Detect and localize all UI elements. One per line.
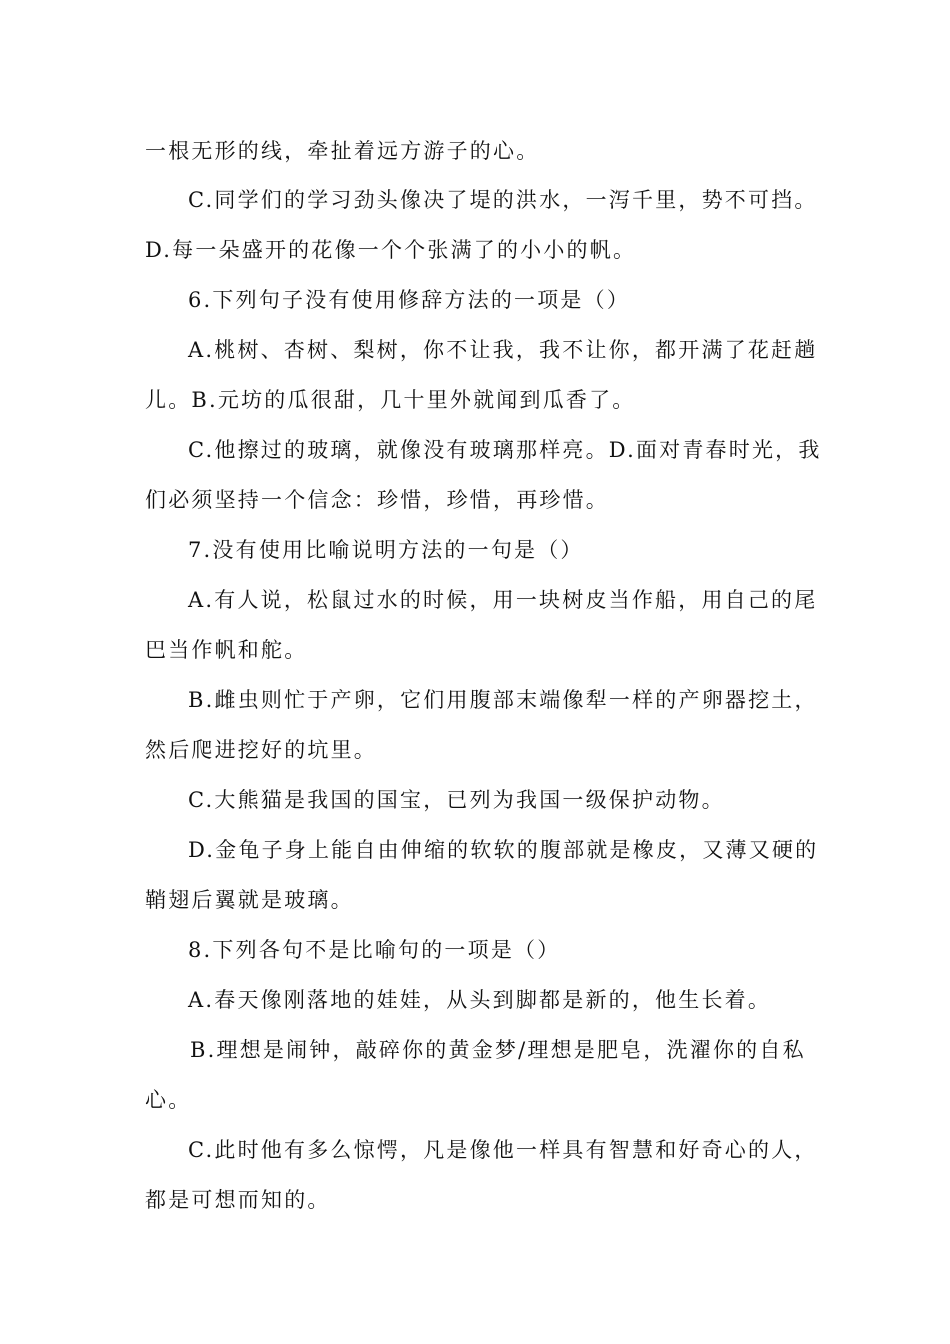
text-line: 一根无形的线，牵扯着远方游子的心。 (145, 139, 540, 163)
text-line: 心。 (145, 1088, 192, 1112)
text-line: 儿。B.元坊的瓜很甜，几十里外就闻到瓜香了。 (145, 388, 636, 412)
option-a-line: A.有人说，松鼠过水的时候，用一块树皮当作船，用自己的尾 (188, 588, 818, 612)
option-b-line: B.雌虫则忙于产卵，它们用腹部末端像犁一样的产卵器挖土， (188, 688, 818, 712)
option-d-line: D.金龟子身上能自由伸缩的软软的腹部就是橡皮，又薄又硬的 (188, 838, 819, 862)
option-b-line: B.理想是闹钟，敲碎你的黄金梦/理想是肥皂，洗濯你的自私 (190, 1038, 806, 1062)
text-line: 然后爬进挖好的坑里。 (145, 738, 377, 762)
text-line: 们必须坚持一个信念：珍惜，珍惜，再珍惜。 (145, 488, 609, 512)
option-a-line: A.桃树、杏树、梨树，你不让我，我不让你，都开满了花赶趟 (188, 338, 818, 362)
option-c-line: C.大熊猫是我国的国宝，已列为我国一级保护动物。 (188, 788, 725, 812)
text-line: 巴当作帆和舵。 (145, 638, 308, 662)
text-line: 都是可想而知的。 (145, 1188, 331, 1212)
option-c-line: C.此时他有多么惊愕，凡是像他一样具有智慧和好奇心的人， (188, 1138, 818, 1162)
question-7-line: 7.没有使用比喻说明方法的一句是（） (188, 538, 584, 562)
option-c-line: C.他擦过的玻璃，就像没有玻璃那样亮。D.面对青春时光，我 (188, 438, 822, 462)
question-8-line: 8.下列各句不是比喻句的一项是（） (188, 938, 561, 962)
option-c-line: C.同学们的学习劲头像决了堤的洪水，一泻千里，势不可挡。 (188, 188, 818, 212)
option-d-line: D.每一朵盛开的花像一个个张满了的小小的帆。 (145, 238, 637, 262)
option-a-line: A.春天像刚落地的娃娃，从头到脚都是新的，他生长着。 (188, 988, 772, 1012)
question-6-line: 6.下列句子没有使用修辞方法的一项是（） (188, 288, 631, 312)
text-line: 鞘翅后翼就是玻璃。 (145, 888, 354, 912)
